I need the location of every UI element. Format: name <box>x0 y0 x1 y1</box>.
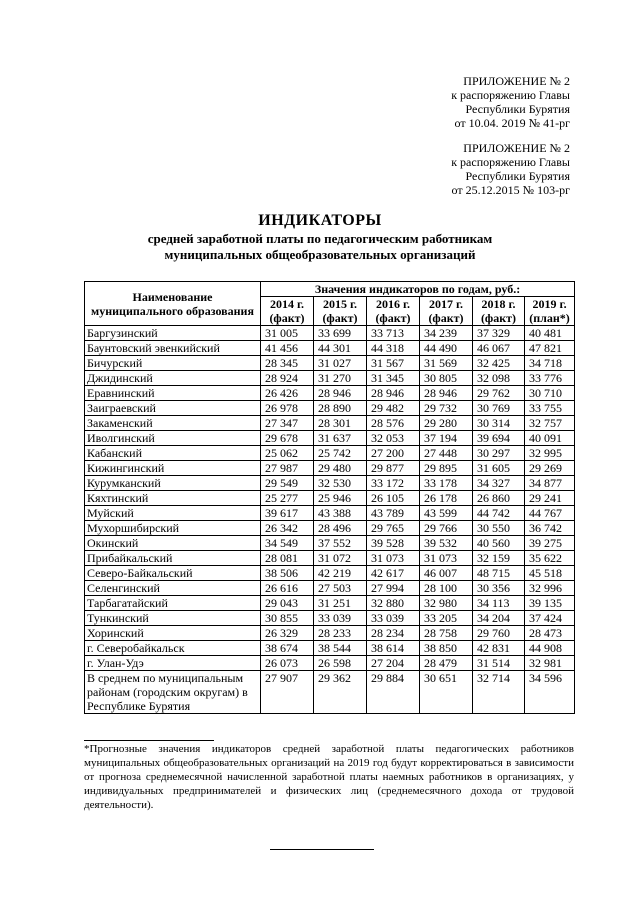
table-row <box>85 401 575 416</box>
table-row <box>85 326 575 341</box>
indicator-value: 29 760 <box>473 626 525 641</box>
table-row <box>85 596 575 611</box>
indicator-value: 31 251 <box>314 596 367 611</box>
indicator-value: 28 301 <box>314 416 367 431</box>
indicator-value: 40 560 <box>473 536 525 551</box>
indicator-value: 25 946 <box>314 491 367 506</box>
document-subtitle: средней заработной платы по педагогическим работникам <box>147 231 493 246</box>
indicator-value: 44 318 <box>367 341 420 356</box>
year-column-header <box>525 297 575 326</box>
indicator-value: 32 425 <box>473 356 525 371</box>
indicator-value: 44 490 <box>420 341 473 356</box>
indicator-value: 30 710 <box>525 386 575 401</box>
indicator-value: 32 980 <box>420 596 473 611</box>
indicator-value: 39 275 <box>525 536 575 551</box>
year-note: (факт) <box>269 311 305 325</box>
table-row <box>85 446 575 461</box>
table-row <box>85 611 575 626</box>
municipality-name: г. Улан-Удэ <box>85 656 261 671</box>
average-row-label: В среднем по муниципальным районам (городским округам) в Республике Бурятия <box>85 671 261 714</box>
table-row <box>85 641 575 656</box>
year-column-header <box>367 297 420 326</box>
indicator-value: 28 479 <box>420 656 473 671</box>
indicator-value: 32 098 <box>473 371 525 386</box>
municipality-name: Кабанский <box>85 446 261 461</box>
indicator-value: 38 614 <box>367 641 420 656</box>
year-label: 2018 г. <box>481 297 516 311</box>
indicator-value: 26 598 <box>314 656 367 671</box>
municipality-name: Мухоршибирский <box>85 521 261 536</box>
indicator-value: 28 924 <box>261 371 314 386</box>
indicator-value: 34 113 <box>473 596 525 611</box>
indicator-value: 42 219 <box>314 566 367 581</box>
municipality-name: Джидинский <box>85 371 261 386</box>
indicator-value: 29 549 <box>261 476 314 491</box>
year-label: 2016 г. <box>375 297 411 311</box>
indicator-value: 31 005 <box>261 326 314 341</box>
indicator-value: 29 241 <box>525 491 575 506</box>
indicator-value: 33 755 <box>525 401 575 416</box>
table-row <box>85 461 575 476</box>
year-note: (план*) <box>529 311 570 325</box>
indicator-value: 42 617 <box>367 566 420 581</box>
table-row <box>85 581 575 596</box>
indicator-value: 35 622 <box>525 551 575 566</box>
indicator-value: 25 062 <box>261 446 314 461</box>
indicator-value: 45 518 <box>525 566 575 581</box>
average-value: 29 884 <box>367 671 420 714</box>
indicator-value: 34 718 <box>525 356 575 371</box>
table-row <box>85 356 575 371</box>
indicator-value: 33 039 <box>314 611 367 626</box>
table-row <box>85 656 575 671</box>
indicator-value: 40 091 <box>525 431 575 446</box>
municipality-name: Еравнинский <box>85 386 261 401</box>
indicator-value: 32 053 <box>367 431 420 446</box>
indicator-value: 40 481 <box>525 326 575 341</box>
indicator-value: 46 067 <box>473 341 525 356</box>
table-row <box>85 551 575 566</box>
indicator-value: 28 345 <box>261 356 314 371</box>
indicator-value: 27 994 <box>367 581 420 596</box>
table-row <box>85 476 575 491</box>
indicator-value: 26 178 <box>420 491 473 506</box>
table-row <box>85 626 575 641</box>
indicator-value: 30 297 <box>473 446 525 461</box>
indicator-value: 30 805 <box>420 371 473 386</box>
indicator-value: 26 860 <box>473 491 525 506</box>
indicator-value: 31 073 <box>367 551 420 566</box>
indicator-value: 31 072 <box>314 551 367 566</box>
indicator-value: 28 946 <box>367 386 420 401</box>
table-row <box>85 371 575 386</box>
table-row <box>85 386 575 401</box>
indicator-value: 48 715 <box>473 566 525 581</box>
appendix-line: к распоряжению Главы <box>451 155 570 169</box>
indicator-value: 29 732 <box>420 401 473 416</box>
indicator-value: 31 567 <box>367 356 420 371</box>
municipality-name: Северо-Байкальский <box>85 566 261 581</box>
municipality-name: Иволгинский <box>85 431 261 446</box>
indicator-value: 29 280 <box>420 416 473 431</box>
document-heading <box>0 211 640 263</box>
indicator-value: 47 821 <box>525 341 575 356</box>
municipality-name: Заиграевский <box>85 401 261 416</box>
indicator-value: 27 503 <box>314 581 367 596</box>
municipality-name: Прибайкальский <box>85 551 261 566</box>
appendix-date: от 25.12.2015 № 103-рг <box>451 183 570 197</box>
indicator-value: 30 356 <box>473 581 525 596</box>
indicator-value: 39 528 <box>367 536 420 551</box>
indicator-value: 33 776 <box>525 371 575 386</box>
indicator-value: 39 617 <box>261 506 314 521</box>
indicator-value: 29 482 <box>367 401 420 416</box>
table-row <box>85 491 575 506</box>
indicator-value: 37 552 <box>314 536 367 551</box>
indicator-value: 32 530 <box>314 476 367 491</box>
table-row <box>85 566 575 581</box>
indicator-value: 26 329 <box>261 626 314 641</box>
indicator-value: 31 569 <box>420 356 473 371</box>
municipality-name: Окинский <box>85 536 261 551</box>
indicator-value: 38 850 <box>420 641 473 656</box>
appendix-block-current <box>451 74 570 130</box>
indicator-value: 44 301 <box>314 341 367 356</box>
municipality-name: г. Северобайкальск <box>85 641 261 656</box>
indicator-value: 31 270 <box>314 371 367 386</box>
year-note: (факт) <box>375 311 411 325</box>
year-column-header <box>314 297 367 326</box>
indicator-value: 29 480 <box>314 461 367 476</box>
table-row <box>85 536 575 551</box>
indicator-value: 32 995 <box>525 446 575 461</box>
indicator-value: 34 239 <box>420 326 473 341</box>
indicator-value: 43 388 <box>314 506 367 521</box>
table-row <box>85 416 575 431</box>
indicator-value: 28 234 <box>367 626 420 641</box>
footnote-text: *Прогнозные значения индикаторов средней заработной платы педагогических работников муниципальных общеобразовательных организаций на 2019 год будут корректироваться в зависимости от прогноза среднемесячной начисленной заработной платы наемных работников в организациях, у индивидуальных предпринимателей и физических лиц (среднемесячного дохода от трудовой деятельности). <box>84 743 574 811</box>
indicator-value: 29 895 <box>420 461 473 476</box>
average-value: 32 714 <box>473 671 525 714</box>
indicator-value: 28 576 <box>367 416 420 431</box>
municipality-name: Кяхтинский <box>85 491 261 506</box>
indicator-value: 29 043 <box>261 596 314 611</box>
indicator-value: 38 506 <box>261 566 314 581</box>
municipality-name: Бичурский <box>85 356 261 371</box>
indicator-value: 32 880 <box>367 596 420 611</box>
indicator-value: 31 637 <box>314 431 367 446</box>
table-row <box>85 431 575 446</box>
municipality-name: Тункинский <box>85 611 261 626</box>
indicator-value: 28 473 <box>525 626 575 641</box>
municipality-name: Баунтовский эвенкийский <box>85 341 261 356</box>
indicator-value: 28 233 <box>314 626 367 641</box>
indicator-value: 34 877 <box>525 476 575 491</box>
municipality-name: Муйский <box>85 506 261 521</box>
indicator-value: 36 742 <box>525 521 575 536</box>
table-row <box>85 341 575 356</box>
average-row <box>85 671 575 714</box>
indicator-value: 39 135 <box>525 596 575 611</box>
indicator-value: 29 762 <box>473 386 525 401</box>
indicator-value: 26 616 <box>261 581 314 596</box>
indicator-value: 43 599 <box>420 506 473 521</box>
indicator-value: 38 674 <box>261 641 314 656</box>
table-row <box>85 506 575 521</box>
indicator-value: 28 081 <box>261 551 314 566</box>
indicator-value: 29 877 <box>367 461 420 476</box>
indicator-value: 27 987 <box>261 461 314 476</box>
indicator-value: 33 205 <box>420 611 473 626</box>
municipality-name: Закаменский <box>85 416 261 431</box>
indicator-value: 26 426 <box>261 386 314 401</box>
indicator-value: 33 172 <box>367 476 420 491</box>
indicator-value: 37 194 <box>420 431 473 446</box>
indicator-value: 30 769 <box>473 401 525 416</box>
indicator-value: 31 514 <box>473 656 525 671</box>
indicator-value: 28 758 <box>420 626 473 641</box>
year-label: 2019 г. <box>532 297 567 311</box>
indicator-value: 33 178 <box>420 476 473 491</box>
average-value: 27 907 <box>261 671 314 714</box>
indicator-value: 28 946 <box>420 386 473 401</box>
indicator-value: 33 699 <box>314 326 367 341</box>
indicator-value: 26 978 <box>261 401 314 416</box>
indicator-value: 33 713 <box>367 326 420 341</box>
indicator-value: 42 831 <box>473 641 525 656</box>
indicator-value: 27 204 <box>367 656 420 671</box>
indicator-value: 26 073 <box>261 656 314 671</box>
appendix-line: Республики Бурятия <box>465 169 570 183</box>
indicator-value: 44 742 <box>473 506 525 521</box>
municipality-name: Баргузинский <box>85 326 261 341</box>
municipality-name: Тарбагатайский <box>85 596 261 611</box>
indicator-value: 41 456 <box>261 341 314 356</box>
indicator-value: 46 007 <box>420 566 473 581</box>
appendix-line: к распоряжению Главы <box>451 88 570 102</box>
page-end-divider <box>270 849 374 850</box>
footnote-divider <box>84 740 214 741</box>
appendix-block-original <box>451 141 570 197</box>
indicator-value: 39 532 <box>420 536 473 551</box>
indicator-value: 37 329 <box>473 326 525 341</box>
table-row <box>85 521 575 536</box>
indicator-value: 28 946 <box>314 386 367 401</box>
indicator-value: 43 789 <box>367 506 420 521</box>
year-column-header <box>473 297 525 326</box>
indicator-value: 37 424 <box>525 611 575 626</box>
indicator-value: 33 039 <box>367 611 420 626</box>
municipality-name: Кижингинский <box>85 461 261 476</box>
year-label: 2015 г. <box>322 297 358 311</box>
indicator-value: 34 549 <box>261 536 314 551</box>
municipality-column-header: Наименование муниципального образования <box>85 282 261 326</box>
indicator-value: 39 694 <box>473 431 525 446</box>
indicator-value: 27 200 <box>367 446 420 461</box>
indicator-value: 32 159 <box>473 551 525 566</box>
year-column-header <box>261 297 314 326</box>
document-subtitle: муниципальных общеобразовательных организаций <box>164 247 476 262</box>
indicator-value: 28 496 <box>314 521 367 536</box>
document-title: ИНДИКАТОРЫ <box>258 212 382 229</box>
average-value: 29 362 <box>314 671 367 714</box>
indicator-value: 27 448 <box>420 446 473 461</box>
indicator-value: 44 908 <box>525 641 575 656</box>
indicator-value: 34 327 <box>473 476 525 491</box>
indicator-value: 25 742 <box>314 446 367 461</box>
indicator-value: 29 765 <box>367 521 420 536</box>
year-label: 2014 г. <box>269 297 305 311</box>
year-note: (факт) <box>480 311 517 325</box>
indicator-value: 44 767 <box>525 506 575 521</box>
appendix-line: Республики Бурятия <box>465 102 570 116</box>
indicator-value: 29 269 <box>525 461 575 476</box>
appendix-date: от 10.04. 2019 № 41-рг <box>454 116 570 130</box>
appendix-title: ПРИЛОЖЕНИЕ № 2 <box>463 74 570 88</box>
average-value: 30 651 <box>420 671 473 714</box>
average-value: 34 596 <box>525 671 575 714</box>
indicator-value: 34 204 <box>473 611 525 626</box>
municipality-name: Хоринский <box>85 626 261 641</box>
indicator-value: 26 105 <box>367 491 420 506</box>
municipality-name: Селенгинский <box>85 581 261 596</box>
indicator-value: 26 342 <box>261 521 314 536</box>
year-note: (факт) <box>322 311 358 325</box>
indicator-value: 31 027 <box>314 356 367 371</box>
indicator-value: 31 345 <box>367 371 420 386</box>
indicator-value: 29 766 <box>420 521 473 536</box>
values-column-header: Значения индикаторов по годам, руб.: <box>261 282 575 297</box>
indicator-value: 32 757 <box>525 416 575 431</box>
year-note: (факт) <box>428 311 464 325</box>
indicator-value: 30 314 <box>473 416 525 431</box>
indicator-value: 28 890 <box>314 401 367 416</box>
indicator-value: 38 544 <box>314 641 367 656</box>
indicator-value: 31 073 <box>420 551 473 566</box>
indicator-value: 32 996 <box>525 581 575 596</box>
year-label: 2017 г. <box>428 297 464 311</box>
indicators-table <box>84 281 575 714</box>
year-column-header <box>420 297 473 326</box>
indicator-value: 30 855 <box>261 611 314 626</box>
appendix-title: ПРИЛОЖЕНИЕ № 2 <box>463 141 570 155</box>
indicator-value: 30 550 <box>473 521 525 536</box>
municipality-name: Курумканский <box>85 476 261 491</box>
indicator-value: 25 277 <box>261 491 314 506</box>
indicator-value: 28 100 <box>420 581 473 596</box>
indicator-value: 31 605 <box>473 461 525 476</box>
indicator-value: 29 678 <box>261 431 314 446</box>
indicator-value: 32 981 <box>525 656 575 671</box>
table-body <box>85 326 575 714</box>
indicator-value: 27 347 <box>261 416 314 431</box>
